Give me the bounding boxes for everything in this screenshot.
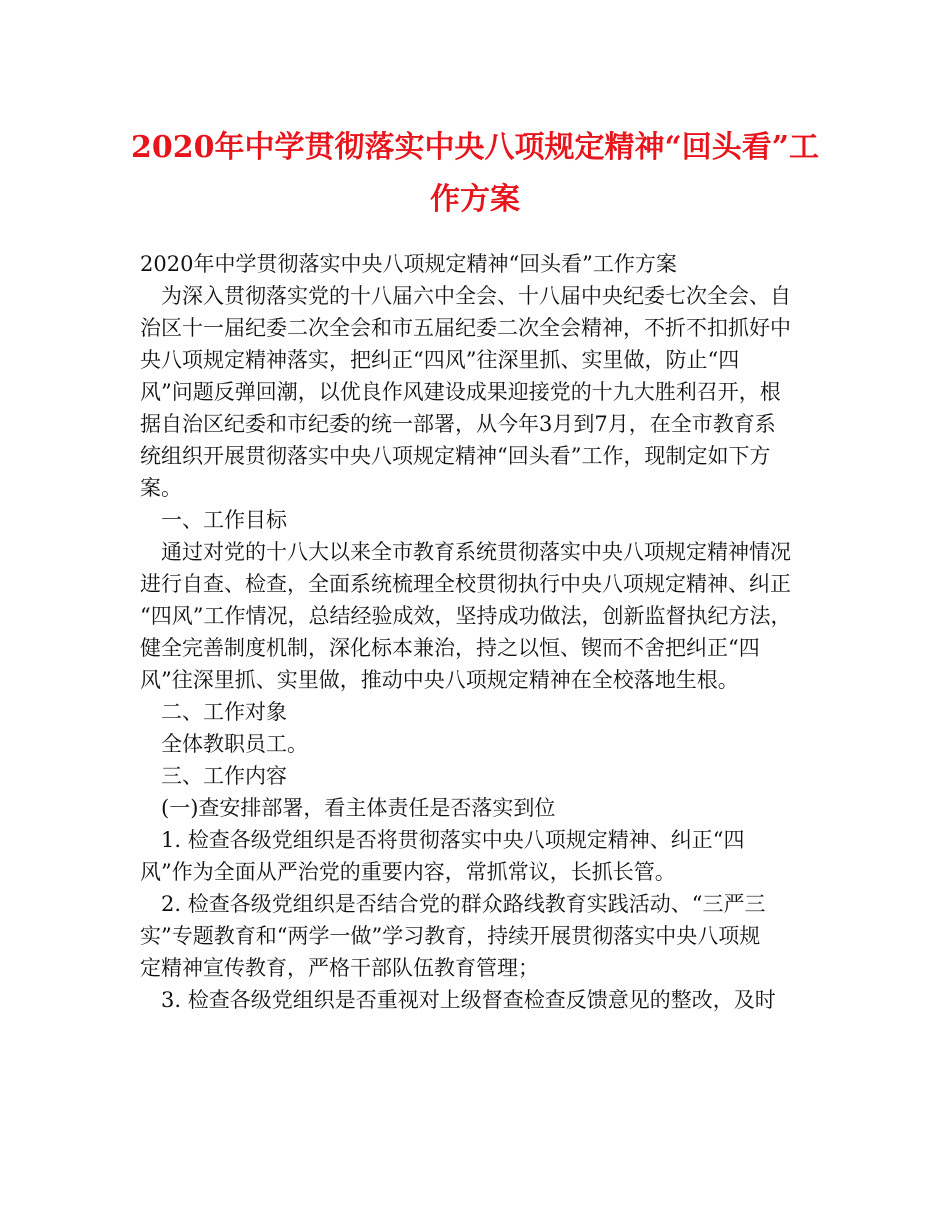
body-line: 治区十一届纪委二次全会和市五届纪委二次全会精神，不折不扣抓好中 <box>140 316 791 340</box>
body-line: 风”作为全面从严治党的重要内容，常抓常议，长抓长管。 <box>140 860 676 884</box>
body-line: “四风”工作情况，总结经验成效，坚持成功做法，创新监督执纪方法， <box>140 604 792 628</box>
body-line: 进行自查、检查，全面系统梳理全校贯彻执行中央八项规定精神、纠正 <box>140 572 791 596</box>
document-title <box>130 122 820 226</box>
body-line: 1. 检查各级党组织是否将贯彻落实中央八项规定精神、纠正“四 <box>161 828 745 852</box>
body-line: 2020年中学贯彻落实中央八项规定精神“回头看”工作方案 <box>140 252 677 276</box>
title-line-2: 作方案 <box>430 182 520 217</box>
body-line: 三、工作内容 <box>161 764 287 788</box>
body-line: 二、工作对象 <box>161 700 287 724</box>
body-line: 据自治区纪委和市纪委的统一部署，从今年3月到7月，在全市教育系 <box>140 412 776 436</box>
title-line-1: 2020年中学贯彻落实中央八项规定精神“回头看”工 <box>130 130 819 165</box>
document-body <box>140 248 820 1016</box>
body-line: 健全完善制度机制，深化标本兼治，持之以恒、锲而不舍把纠正“四 <box>140 636 760 660</box>
body-line: 统组织开展贯彻落实中央八项规定精神“回头看”工作，现制定如下方 <box>140 444 771 468</box>
body-line: 2. 检查各级党组织是否结合党的群众路线教育实践活动、“三严三 <box>161 892 766 916</box>
body-line: 风”往深里抓、实里做，推动中央八项规定精神在全校落地生根。 <box>140 668 739 692</box>
body-line: 通过对党的十八大以来全市教育系统贯彻落实中央八项规定精神情况 <box>161 540 791 564</box>
body-line: 央八项规定精神落实，把纠正“四风”往深里抓、实里做，防止“四 <box>140 348 740 372</box>
body-line: 风”问题反弹回潮，以优良作风建设成果迎接党的十九大胜利召开，根 <box>140 380 781 404</box>
body-line: 实”专题教育和“两学一做”学习教育，持续开展贯彻落实中央八项规 <box>140 924 761 948</box>
body-line: (一)查安排部署，看主体责任是否落实到位 <box>161 796 556 820</box>
body-line: 定精神宣传教育，严格干部队伍教育管理； <box>140 956 539 980</box>
body-line: 为深入贯彻落实党的十八届六中全会、十八届中央纪委七次全会、自 <box>161 284 791 308</box>
body-line: 全体教职员工。 <box>161 732 308 756</box>
body-line: 案。 <box>140 476 182 500</box>
body-line: 3. 检查各级党组织是否重视对上级督查检查反馈意见的整改，及时 <box>161 988 776 1012</box>
body-line: 一、工作目标 <box>161 508 287 532</box>
